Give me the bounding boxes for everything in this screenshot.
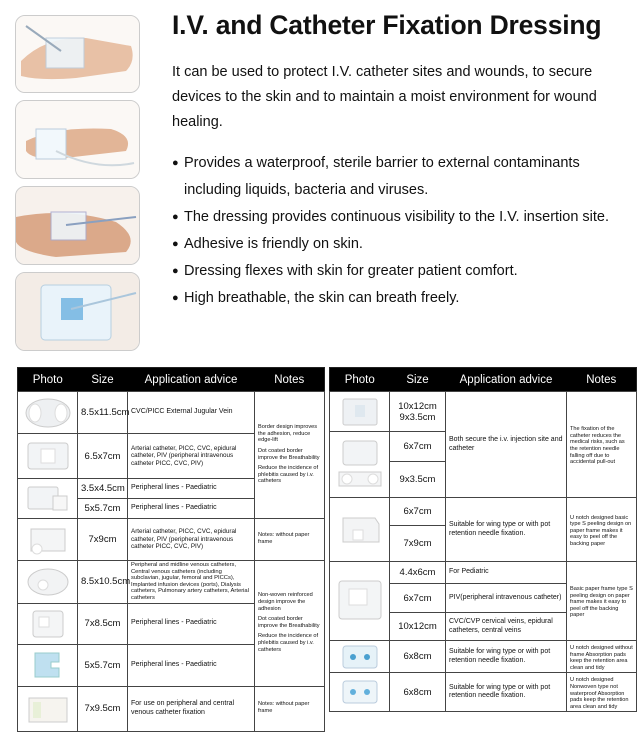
header-application: Application advice [128, 368, 255, 392]
product-photo [330, 432, 390, 498]
size-cell: 7x8.5cm [78, 603, 128, 644]
feature-item: ● Provides a waterproof, sterile barrier to external contaminants including liquids, bacteria and viruses. [172, 150, 632, 204]
notes-cell: Basic paper frame type S peeling design on paper frame makes it easy to peel off the backing paper [567, 562, 637, 641]
photo-hand-dressing-3 [15, 186, 140, 265]
photo-dressing-closeup [15, 272, 140, 351]
intro-paragraph: It can be used to protect I.V. catheter sites and wounds, to secure devices to the skin and to maintain a moist environment for wound healing. [172, 64, 597, 130]
note-line: Border design improves the adhesion, reduce edge-lift [258, 424, 318, 444]
header-size: Size [78, 368, 128, 392]
notes-cell [255, 392, 325, 519]
header-application: Application advice [446, 368, 567, 392]
table-row [330, 641, 637, 673]
product-photo [18, 561, 78, 604]
application-cell: Suitable for wing type or with pot retention needle fixation. [446, 641, 567, 673]
application-cell: CVC/CVP cervical veins, epidural catheters, central veins [446, 613, 567, 641]
size-cell: 4.4x6cm [390, 562, 446, 584]
table-row [18, 392, 325, 434]
size-cell: 6x7cm [390, 432, 446, 462]
note-line: Reduce the incidence of phlebitis caused by i.v. catheters [258, 465, 319, 485]
product-photo [330, 641, 390, 673]
size-cell: 5x5.7cm [78, 499, 128, 519]
application-cell: CVC/PICC External Jugular Vein [128, 392, 255, 434]
table-row [18, 519, 325, 561]
header-size: Size [390, 368, 446, 392]
note-line: Dot coated border improve the Breathability [258, 616, 320, 629]
product-photo [18, 434, 78, 479]
size-cell: 10x12cm 9x3.5cm [390, 392, 446, 432]
size-cell: 7x9cm [390, 526, 446, 562]
notes-cell: U notch designed basic type S peeling design on paper frame makes it easy to peel off the backing paper [567, 498, 637, 562]
note-line: Notes: without paper frame [258, 532, 310, 545]
product-photo [330, 673, 390, 712]
table-row [330, 498, 637, 526]
feature-item: ● High breathable, the skin can breath freely. [172, 285, 632, 312]
size-cell: 3.5x4.5cm [78, 479, 128, 499]
size-cell: 7x9.5cm [78, 686, 128, 731]
note-line: Notes: without paper frame [258, 701, 310, 715]
table-row [18, 561, 325, 604]
application-cell: For Pediatric [446, 562, 567, 584]
size-cell: 6x7cm [390, 584, 446, 613]
size-cell: 10x12cm [390, 613, 446, 641]
application-cell: Peripheral lines - Paediatric [128, 644, 255, 686]
feature-item: ● Dressing flexes with skin for greater patient comfort. [172, 258, 632, 285]
header-photo: Photo [18, 368, 78, 392]
product-photo [18, 519, 78, 561]
photo-hand-dressing-1 [15, 15, 140, 93]
product-photo [18, 686, 78, 731]
photo-hand-dressing-2 [15, 100, 140, 179]
size-cell: 6x8cm [390, 673, 446, 712]
note-line: Reduce the incidence of phlebitis caused by i.v. catheters [258, 633, 319, 653]
application-cell: Suitable for wing type or with pot retention needle fixation. [446, 673, 567, 712]
application-cell: Arterial catheter, PICC, CVC, epidural catheter, PIV (peripheral intravenous catheter PICC, CVC, PIV) [128, 434, 255, 479]
header-photo: Photo [330, 368, 390, 392]
product-photo [330, 562, 390, 641]
notes-cell [255, 519, 325, 561]
size-cell: 8.5x10.5cm [78, 561, 128, 604]
application-cell: Suitable for wing type or with pot retention needle fixation. [446, 498, 567, 562]
size-cell: 8.5x11.5cm [78, 392, 128, 434]
size-cell: 9x3.5cm [390, 462, 446, 498]
application-cell: Both secure the i.v. injection site and catheter [446, 392, 567, 498]
application-cell: Peripheral lines - Paediatric [128, 499, 255, 519]
application-cell: Peripheral lines - Paediatric [128, 479, 255, 499]
product-photo [18, 479, 78, 519]
table-row [330, 392, 637, 432]
size-cell: 6x7cm [390, 498, 446, 526]
size-cell: 6.5x7cm [78, 434, 128, 479]
feature-list [172, 150, 632, 312]
notes-cell: U notch designed Nonwoven type not waterproof Absorption pads keep the retention area clean and tidy [567, 673, 637, 712]
application-cell: Peripheral and midline venous catheters, Central venous catheters (including subclavian, jugular, femoral and PICCs), Implanted infusion devices (ports), Dialysis catheters, Pulmonary artery catheters, Arterial catheters [128, 561, 255, 604]
table-row [330, 673, 637, 712]
feature-item: ● The dressing provides continuous visibility to the I.V. insertion site. [172, 204, 632, 231]
header-notes: Notes [255, 368, 325, 392]
size-cell: 5x5.7cm [78, 644, 128, 686]
application-cell: Peripheral lines - Paediatric [128, 603, 255, 644]
product-photo [18, 644, 78, 686]
product-photo [18, 603, 78, 644]
application-cell: Arterial catheter, PICC, CVC, epidural catheter, PIV (peripheral intravenous catheter PICC, CVC, PIV) [128, 519, 255, 561]
size-cell: 7x9cm [78, 519, 128, 561]
product-table-left [17, 367, 325, 732]
product-photo [18, 392, 78, 434]
table-row [330, 562, 637, 584]
product-table-right [329, 367, 637, 712]
size-cell: 6x8cm [390, 641, 446, 673]
notes-cell: U notch designed without frame Absorption pads keep the retention area clean and tidy [567, 641, 637, 673]
note-line: Dot coated border improve the Breathability [258, 447, 320, 461]
product-photo [330, 392, 390, 432]
feature-item: ● Adhesive is friendly on skin. [172, 231, 632, 258]
note-line: Non-woven reinforced design improve the adhesion [258, 592, 313, 612]
application-cell: PIV(peripheral intravenous catheter) [446, 584, 567, 613]
notes-cell [255, 561, 325, 687]
notes-cell: The fixation of the catheter reduces the medical risks, such as the retention needle falling off due to accidental pull-out [567, 392, 637, 498]
header-notes: Notes [567, 368, 637, 392]
product-photo [330, 498, 390, 562]
page-title: I.V. and Catheter Fixation Dressing [172, 10, 602, 40]
notes-cell [255, 686, 325, 731]
application-cell: For use on peripheral and central venous catheter fixation [128, 686, 255, 731]
table-row [18, 686, 325, 731]
